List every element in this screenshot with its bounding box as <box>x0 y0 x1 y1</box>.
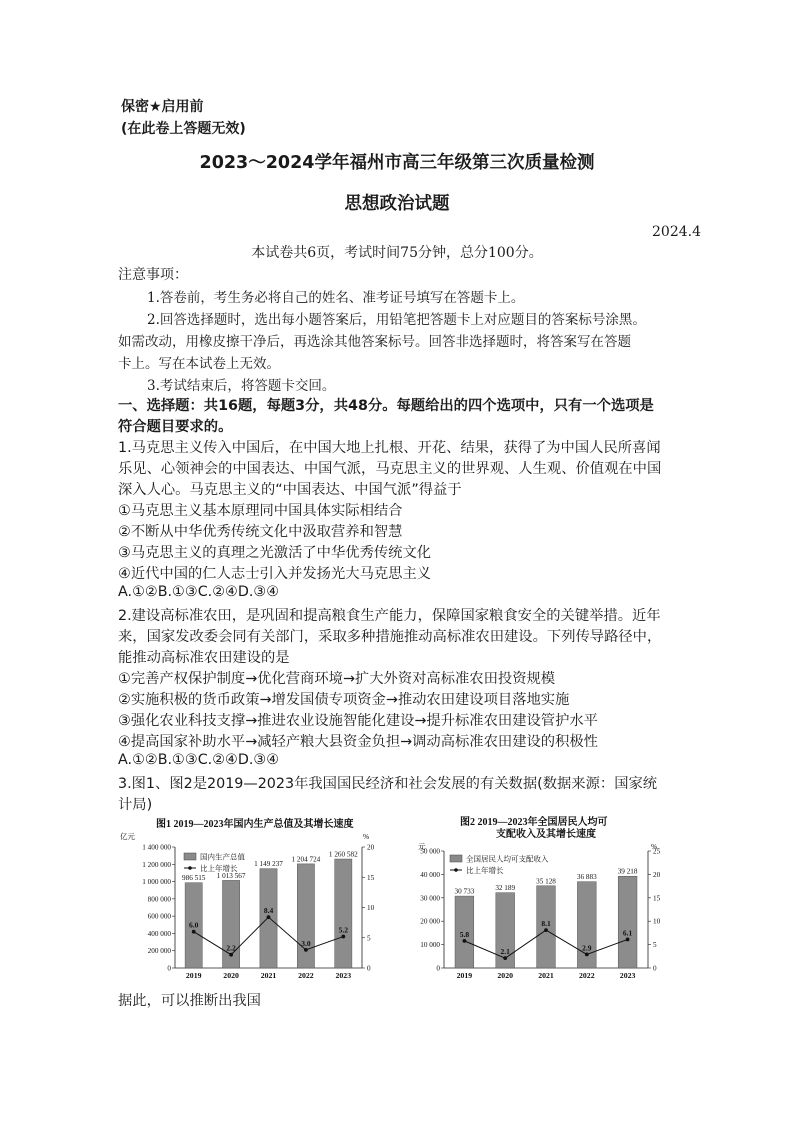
y2-axis-unit: % <box>651 842 658 851</box>
invalid-note: (在此卷上答题无效) <box>121 121 246 137</box>
bar <box>618 876 637 968</box>
q1-stem: 1.马克思主义传入中国后，在中国大地上扎根、开花、结果，获得了为中国人民所喜闻 <box>118 440 661 456</box>
q2-stem: 2.建设高标准农田，是巩固和提高粮食生产能力，保障国家粮食安全的关键举措。近年 <box>118 608 661 624</box>
bar <box>335 859 352 968</box>
y2-tick-label: 5 <box>653 941 657 950</box>
bar-value-label: 1 260 582 <box>328 850 358 859</box>
q3-stem: 3.图1、图2是2019—2023年我国国民经济和社会发展的有关数据(数据来源：国家统 <box>118 776 658 792</box>
y-tick-label: 800 000 <box>147 895 171 904</box>
q1-option: ②不断从中华优秀传统文化中汲取营养和智慧 <box>118 524 403 540</box>
q1-stem: 深入人心。马克思主义的“中国表达、中国气派”得益于 <box>118 482 462 498</box>
growth-value-label: 2.9 <box>582 943 592 953</box>
note-item: 2.回答选择题时，选出每小题答案后，用铅笔把答题卡上对应题目的答案标号涂黑。 <box>147 312 646 328</box>
subject-title: 思想政治试题 <box>344 194 450 214</box>
legend <box>450 854 549 876</box>
y-tick-label: 600 000 <box>147 912 171 921</box>
note-item: 1.答卷前，考生务必将自己的姓名、准考证号填写在答题卡上。 <box>147 290 525 306</box>
growth-point <box>544 928 548 932</box>
note-item: 如需改动，用橡皮擦干净后，再选涂其他答案标号。回答非选择题时，将答案写在答题 <box>118 334 631 350</box>
growth-value-label: 5.8 <box>459 929 470 939</box>
y-tick-label: 40 000 <box>420 870 440 879</box>
bar-value-label: 36 883 <box>576 873 597 882</box>
legend-bar-label: 国内生产总值 <box>200 852 245 862</box>
y2-tick-label: 20 <box>653 870 661 879</box>
bar-value-label: 1 204 724 <box>291 855 321 864</box>
legend-line-label: 比上年增长 <box>200 864 238 873</box>
y-tick-label: 1 400 000 <box>142 843 171 852</box>
growth-point <box>192 930 196 934</box>
x-tick-label: 2020 <box>223 971 239 980</box>
bar-value-label: 986 515 <box>182 874 206 883</box>
q3-followup: 据此，可以推断出我国 <box>118 993 261 1009</box>
notes-heading: 注意事项： <box>118 267 188 283</box>
legend-line-marker <box>454 868 458 872</box>
y-axis-unit: 亿元 <box>120 832 135 841</box>
q2-stem: 来，国家发改委会同有关部门，采取多种措施推动高标准农田建设。下列传导路径中， <box>118 629 662 645</box>
growth-value-label: 2.1 <box>500 947 510 957</box>
x-tick-label: 2023 <box>335 971 352 980</box>
q1-choices: A.①②B.①③C.②④D.③④ <box>118 584 280 600</box>
bar <box>297 864 314 968</box>
x-tick-label: 2021 <box>260 971 277 980</box>
y2-tick-label: 15 <box>367 873 375 882</box>
y2-tick-label: 5 <box>367 934 371 943</box>
note-item: 卡上。写在本试卷上无效。 <box>118 356 280 372</box>
y-tick-label: 20 000 <box>420 917 440 926</box>
x-tick-label: 2019 <box>456 971 473 980</box>
bar-value-label: 32 189 <box>495 884 516 893</box>
y-axis-unit: 元 <box>418 842 426 851</box>
y2-tick-label: 10 <box>653 917 661 926</box>
bar-value-label: 30 733 <box>454 887 475 896</box>
q3-stem: 计局) <box>118 797 153 813</box>
growth-point <box>463 939 467 943</box>
growth-point <box>626 938 630 942</box>
note-item: 3.考试结束后，将答题卡交回。 <box>147 378 336 394</box>
y-tick-label: 1 000 000 <box>142 878 171 887</box>
growth-value-label: 6.1 <box>622 928 633 938</box>
q2-option: ②实施积极的货币政策→增发国债专项资金→推动农田建设项目落地实施 <box>118 692 570 708</box>
y2-tick-label: 15 <box>653 894 661 903</box>
growth-point <box>585 953 589 957</box>
exam-info: 本试卷共6页，考试时间75分钟，总分100分。 <box>251 245 543 261</box>
q2-choices: A.①②B.①③C.②④D.③④ <box>118 752 280 768</box>
y-tick-label: 0 <box>436 964 440 973</box>
legend-line-label: 比上年增长 <box>466 866 504 875</box>
y2-axis-unit: % <box>363 832 370 841</box>
y-tick-label: 0 <box>167 964 171 973</box>
q2-stem: 能推动高标准农田建设的是 <box>118 650 290 666</box>
confidential-stamp: 保密★启用前 <box>121 99 204 115</box>
legend <box>184 852 245 874</box>
x-tick-label: 2020 <box>497 971 513 980</box>
y-tick-label: 50 000 <box>420 847 440 856</box>
legend-bar-swatch <box>450 855 462 862</box>
y2-tick-label: 0 <box>653 964 657 973</box>
y-tick-label: 30 000 <box>420 894 440 903</box>
bar-value-label: 35 128 <box>536 877 556 886</box>
growth-value-label: 6.0 <box>189 920 199 930</box>
growth-value-label: 8.1 <box>541 919 551 929</box>
exam-date: 2024.4 <box>652 224 701 240</box>
q1-option: ①马克思主义基本原理同中国具体实际相结合 <box>118 503 403 519</box>
figure-1-chart <box>118 815 376 985</box>
bar-value-label: 1 013 567 <box>216 871 246 880</box>
bar-value-label: 39 218 <box>617 867 638 876</box>
section-heading-cont: 符合题目要求的。 <box>118 419 233 435</box>
q2-option: ①完善产权保护制度→优化营商环境→扩大外资对高标准农田投资规模 <box>118 671 556 687</box>
growth-point <box>229 953 233 957</box>
q1-option: ③马克思主义的真理之光激活了中华优秀传统文化 <box>118 545 432 561</box>
q2-option: ④提高国家补助水平→减轻产粮大县资金负担→调动高标准农田建设的积极性 <box>118 734 598 750</box>
y-tick-label: 200 000 <box>147 947 171 956</box>
x-tick-label: 2022 <box>579 971 595 980</box>
y-tick-label: 1 200 000 <box>142 860 171 869</box>
growth-point <box>341 935 345 939</box>
x-tick-label: 2019 <box>185 971 202 980</box>
q1-option: ④近代中国的仁人志士引入并发扬光大马克思主义 <box>118 566 432 582</box>
exam-title: 2023～2024学年福州市高三年级第三次质量检测 <box>199 153 595 173</box>
legend-bar-swatch <box>184 853 196 860</box>
y2-tick-label: 10 <box>367 904 375 912</box>
x-tick-label: 2022 <box>298 971 314 980</box>
growth-value-label: 3.0 <box>301 938 311 948</box>
y2-tick-label: 0 <box>367 964 371 973</box>
y-tick-label: 10 000 <box>420 941 440 950</box>
figure-2-chart <box>408 815 664 985</box>
x-tick-label: 2023 <box>619 971 636 980</box>
figure-1-title: 图1 2019—2023年国内生产总值及其增长速度 <box>156 819 354 830</box>
growth-value-label: 2.2 <box>226 943 236 953</box>
x-tick-label: 2021 <box>538 971 554 980</box>
y-tick-label: 400 000 <box>147 929 171 938</box>
y2-tick-label: 20 <box>367 843 375 852</box>
growth-point <box>304 948 308 952</box>
legend-line-marker <box>188 866 192 870</box>
legend-bar-label: 全国居民人均可支配收入 <box>466 854 549 864</box>
growth-value-label: 8.4 <box>263 906 274 916</box>
y2-tick-label: 25 <box>653 847 661 856</box>
growth-point <box>267 915 271 919</box>
growth-value-label: 5.2 <box>338 925 348 935</box>
q2-option: ③强化农业科技支撑→推进农业设施智能化建设→提升标准农田建设管护水平 <box>118 713 598 729</box>
figure-2-subtitle: 支配收入及其增长速度 <box>496 829 596 840</box>
figure-2-title: 图2 2019—2023年全国居民人均可 <box>460 817 608 828</box>
bar-value-label: 1 149 237 <box>254 860 283 869</box>
section-heading: 一、选择题：共16题，每题3分，共48分。每题给出的四个选项中，只有一个选项是 <box>118 398 654 414</box>
q1-stem: 乐见、心领神会的中国表达、中国气派，马克思主义的世界观、人生观、价值观在中国 <box>118 461 662 477</box>
growth-point <box>503 956 507 960</box>
